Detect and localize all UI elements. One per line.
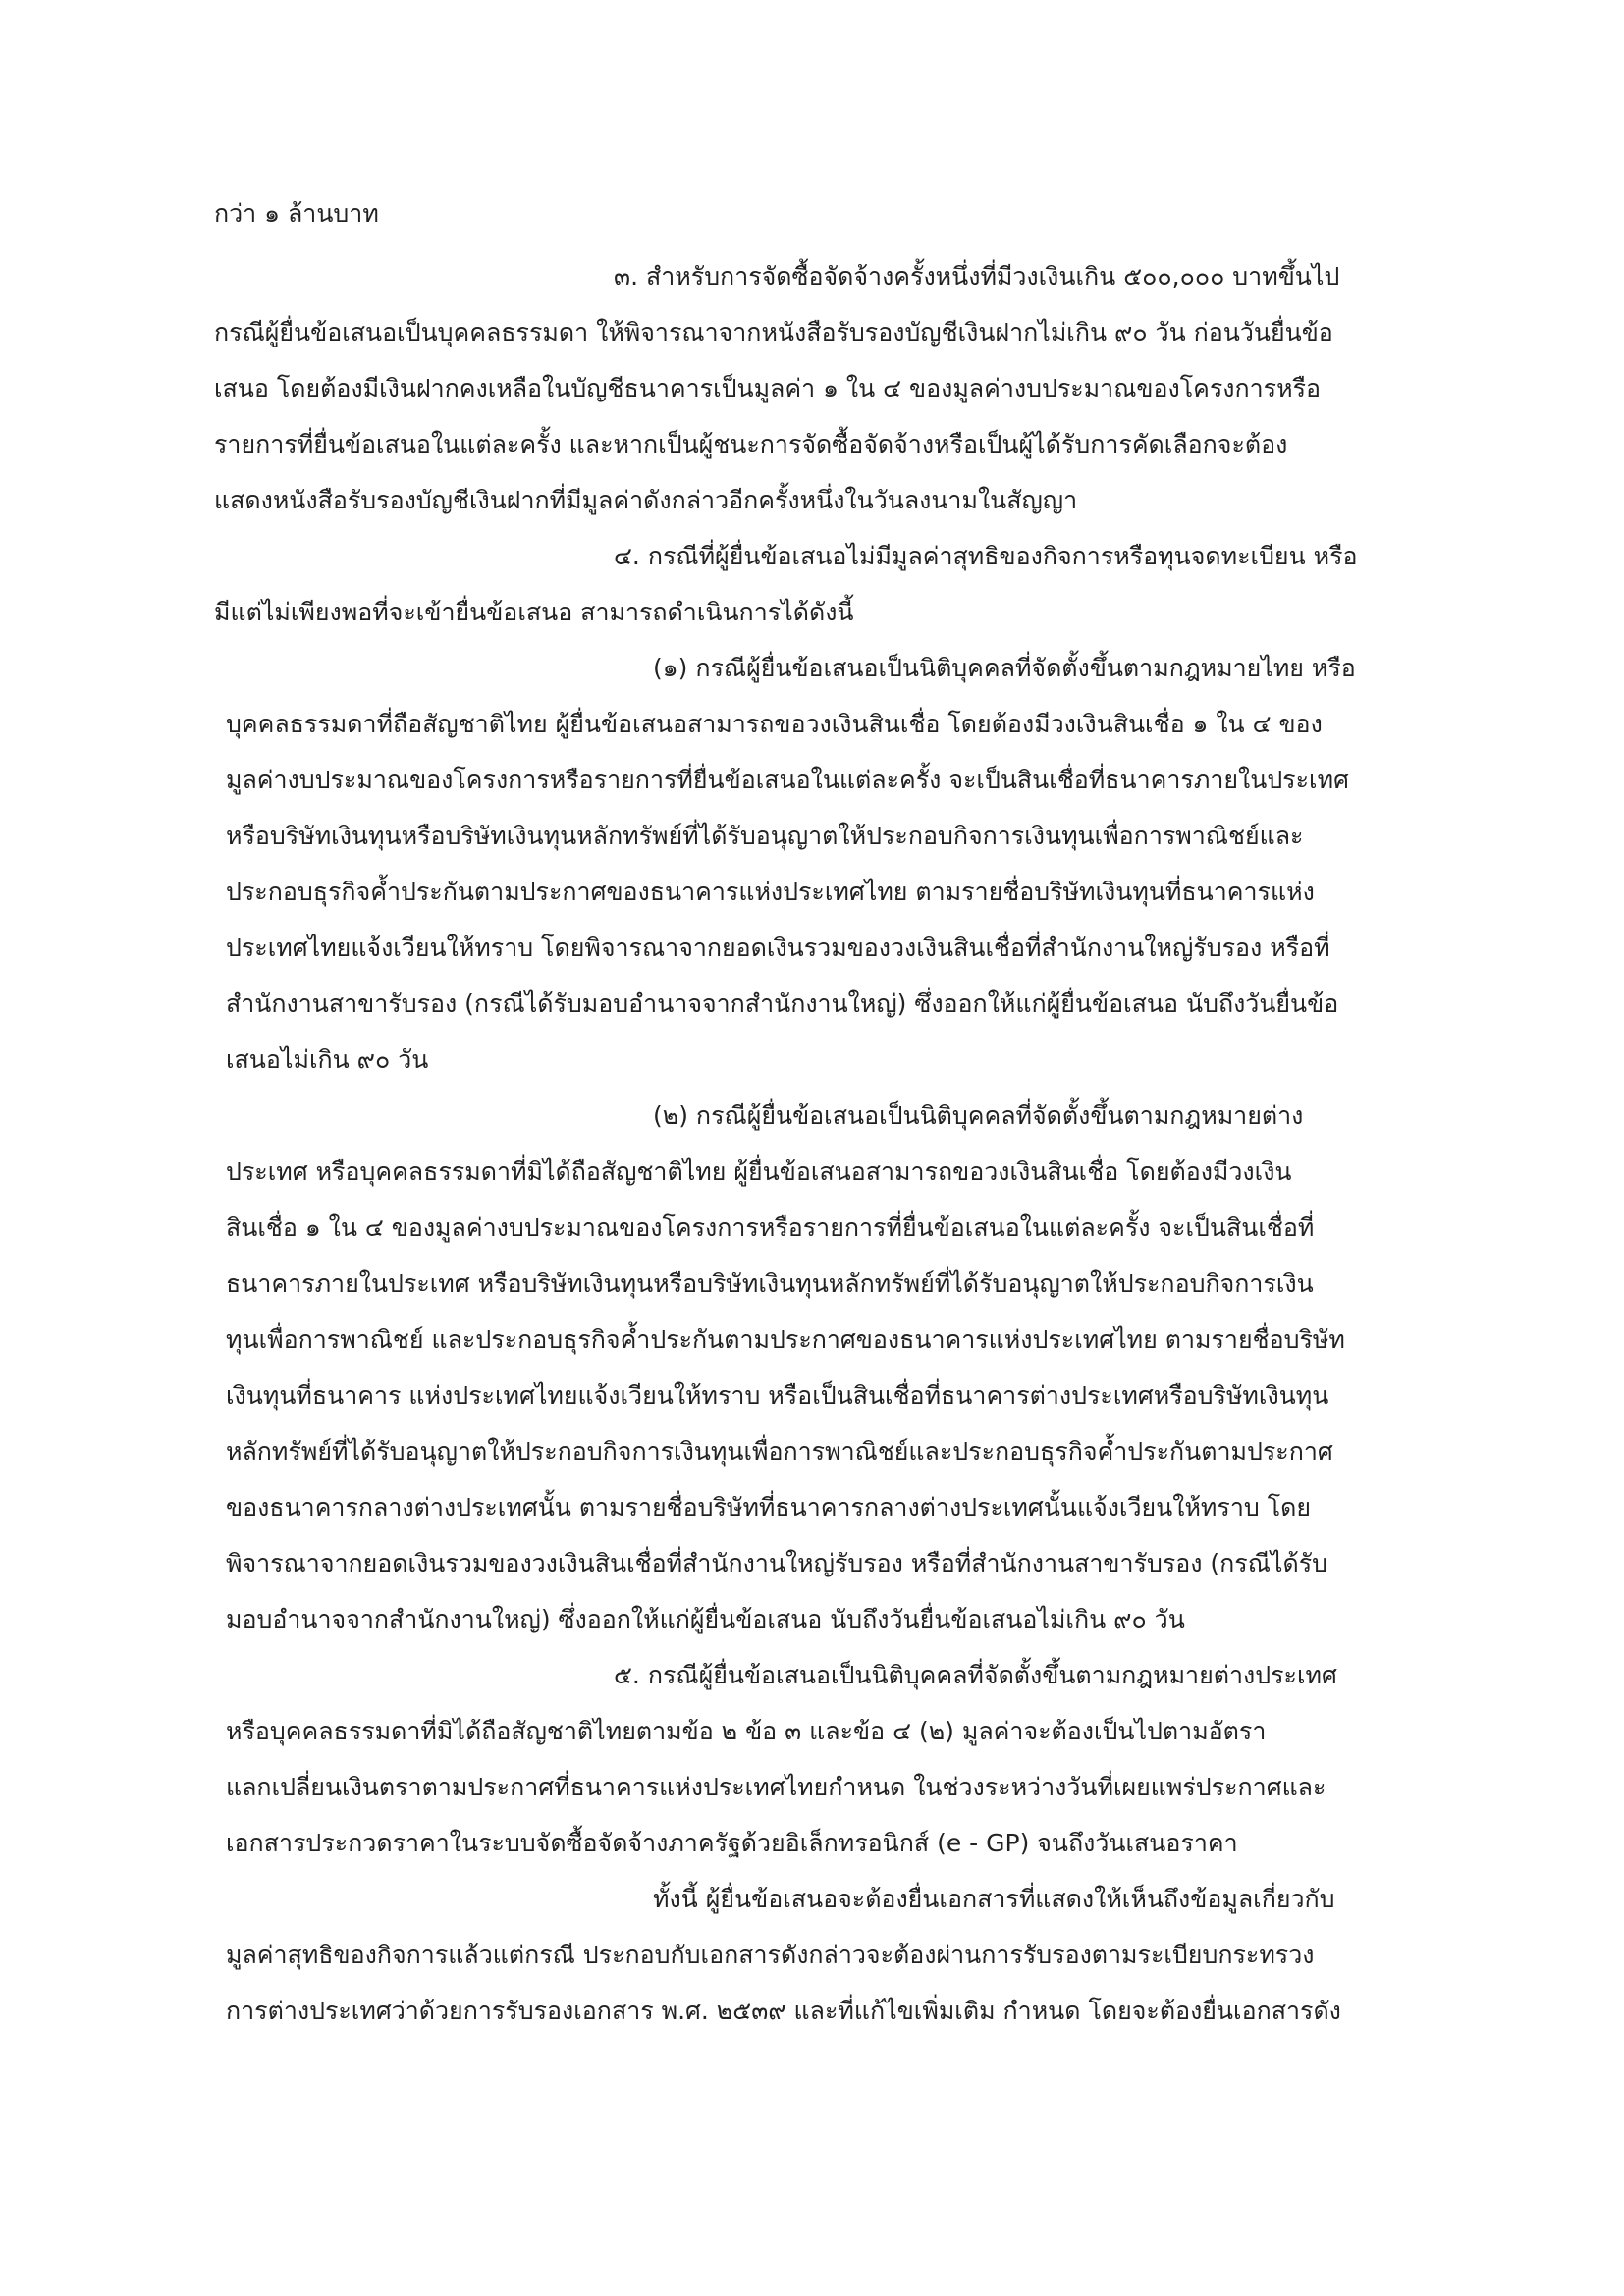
text-line: แลกเปลี่ยนเงินตราตามประกาศที่ธนาคารแห่งประเทศไทยกำหนด ในช่วงระหว่างวันที่เผยแพร่ประกาศและ — [226, 1773, 1326, 1801]
text-line: เสนอ โดยต้องมีเงินฝากคงเหลือในบัญชีธนาคารเป็นมูลค่า ๑ ใน ๔ ของมูลค่างบประมาณของโครงการหรือ — [214, 374, 1322, 402]
subsection-4-2-heading: (๒) กรณีผู้ยื่นข้อเสนอเป็นนิติบุคคลที่จัดตั้งขึ้นตามกฎหมายต่าง — [653, 1101, 1304, 1130]
text-line: ของธนาคารกลางต่างประเทศนั้น ตามรายชื่อบริษัทที่ธนาคารกลางต่างประเทศนั้นแจ้งเวียนให้ทราบ โดย — [226, 1493, 1312, 1522]
text-line: สินเชื่อ ๑ ใน ๔ ของมูลค่างบประมาณของโครงการหรือรายการที่ยื่นข้อเสนอในแต่ละครั้ง จะเป็นสินเชื่อที่ — [226, 1213, 1315, 1242]
text-line: มูลค่างบประมาณของโครงการหรือรายการที่ยื่นข้อเสนอในแต่ละครั้ง จะเป็นสินเชื่อที่ธนาคารภายในประเทศ — [226, 766, 1349, 794]
text-line: หรือบริษัทเงินทุนหรือบริษัทเงินทุนหลักทรัพย์ที่ได้รับอนุญาตให้ประกอบกิจการเงินทุนเพื่อการพาณิชย์และ — [226, 822, 1304, 850]
text-line: มูลค่าสุทธิของกิจการแล้วแต่กรณี ประกอบกับเอกสารดังกล่าวจะต้องผ่านการรับรองตามระเบียบกระทรวง — [226, 1941, 1315, 1969]
section-4-heading: ๔. กรณีที่ผู้ยื่นข้อเสนอไม่มีมูลค่าสุทธิของกิจการหรือทุนจดทะเบียน หรือ — [614, 542, 1358, 570]
note-paragraph-start: ทั้งนี้ ผู้ยื่นข้อเสนอจะต้องยื่นเอกสารที่แสดงให้เห็นถึงข้อมูลเกี่ยวกับ — [653, 1885, 1335, 1913]
subsection-4-1-heading: (๑) กรณีผู้ยื่นข้อเสนอเป็นนิติบุคคลที่จัดตั้งขึ้นตามกฎหมายไทย หรือ — [653, 654, 1356, 682]
text-line: สำนักงานสาขารับรอง (กรณีได้รับมอบอำนาจจากสำนักงานใหญ่) ซึ่งออกให้แก่ผู้ยื่นข้อเสนอ นับถึงวันยื่นข้อ — [226, 989, 1339, 1018]
text-line: พิจารณาจากยอดเงินรวมของวงเงินสินเชื่อที่สำนักงานใหญ่รับรอง หรือที่สำนักงานสาขารับรอง (กรณีได้รับ — [226, 1549, 1328, 1577]
text-line: มอบอำนาจจากสำนักงานใหญ่) ซึ่งออกให้แก่ผู้ยื่นข้อเสนอ นับถึงวันยื่นข้อเสนอไม่เกิน ๙๐ วัน — [226, 1605, 1185, 1633]
section-5-heading: ๕. กรณีผู้ยื่นข้อเสนอเป็นนิติบุคคลที่จัดตั้งขึ้นตามกฎหมายต่างประเทศ — [614, 1661, 1337, 1689]
text-line: กว่า ๑ ล้านบาท — [214, 199, 379, 228]
text-line: ประเทศ หรือบุคคลธรรมดาที่มิได้ถือสัญชาติไทย ผู้ยื่นข้อเสนอสามารถขอวงเงินสินเชื่อ โดยต้องมีวงเงิน — [226, 1157, 1292, 1186]
text-line: กรณีผู้ยื่นข้อเสนอเป็นบุคคลธรรมดา ให้พิจารณาจากหนังสือรับรองบัญชีเงินฝากไม่เกิน ๙๐ วัน ก่อนวันยื่นข้อ — [214, 318, 1333, 347]
text-line: แสดงหนังสือรับรองบัญชีเงินฝากที่มีมูลค่าดังกล่าวอีกครั้งหนึ่งในวันลงนามในสัญญา — [214, 486, 1078, 514]
text-line: ทุนเพื่อการพาณิชย์ และประกอบธุรกิจค้ำประกันตามประกาศของธนาคารแห่งประเทศไทย ตามรายชื่อบริษัท — [226, 1325, 1345, 1354]
text-line: หลักทรัพย์ที่ได้รับอนุญาตให้ประกอบกิจการเงินทุนเพื่อการพาณิชย์และประกอบธุรกิจค้ำประกันตามประกาศ — [226, 1437, 1333, 1466]
text-line: การต่างประเทศว่าด้วยการรับรองเอกสาร พ.ศ. ๒๕๓๙ และที่แก้ไขเพิ่มเติม กำหนด โดยจะต้องยื่นเอกสารดัง — [226, 1997, 1341, 2025]
text-line: ประเทศไทยแจ้งเวียนให้ทราบ โดยพิจารณาจากยอดเงินรวมของวงเงินสินเชื่อที่สำนักงานใหญ่รับรอง หรือที่ — [226, 934, 1330, 962]
section-3-heading: ๓. สำหรับการจัดซื้อจัดจ้างครั้งหนึ่งที่มีวงเงินเกิน ๕๐๐,๐๐๐ บาทขึ้นไป — [614, 262, 1340, 291]
text-line: หรือบุคคลธรรมดาที่มิได้ถือสัญชาติไทยตามข้อ ๒ ข้อ ๓ และข้อ ๔ (๒) มูลค่าจะต้องเป็นไปตามอัตรา — [226, 1717, 1267, 1745]
text-line: รายการที่ยื่นข้อเสนอในแต่ละครั้ง และหากเป็นผู้ชนะการจัดซื้อจัดจ้างหรือเป็นผู้ได้รับการคัดเลือกจะต้อง — [214, 430, 1288, 458]
text-line: ธนาคารภายในประเทศ หรือบริษัทเงินทุนหรือบริษัทเงินทุนหลักทรัพย์ที่ได้รับอนุญาตให้ประกอบกิจการเงิน — [226, 1269, 1314, 1298]
text-line: มีแต่ไม่เพียงพอที่จะเข้ายื่นข้อเสนอ สามารถดำเนินการได้ดังนี้ — [214, 598, 854, 626]
text-line: เสนอไม่เกิน ๙๐ วัน — [226, 1045, 429, 1074]
text-line: เอกสารประกวดราคาในระบบจัดซื้อจัดจ้างภาครัฐด้วยอิเล็กทรอนิกส์ (e - GP) จนถึงวันเสนอราคา — [226, 1829, 1238, 1857]
text-line: บุคคลธรรมดาที่ถือสัญชาติไทย ผู้ยื่นข้อเสนอสามารถขอวงเงินสินเชื่อ โดยต้องมีวงเงินสินเชื่อ ๑ ใน ๔ ของ — [226, 710, 1323, 738]
text-line: เงินทุนที่ธนาคาร แห่งประเทศไทยแจ้งเวียนให้ทราบ หรือเป็นสินเชื่อที่ธนาคารต่างประเทศหรือบริษัทเงินทุน — [226, 1381, 1329, 1410]
text-line: ประกอบธุรกิจค้ำประกันตามประกาศของธนาคารแห่งประเทศไทย ตามรายชื่อบริษัทเงินทุนที่ธนาคารแห่ง — [226, 878, 1315, 906]
